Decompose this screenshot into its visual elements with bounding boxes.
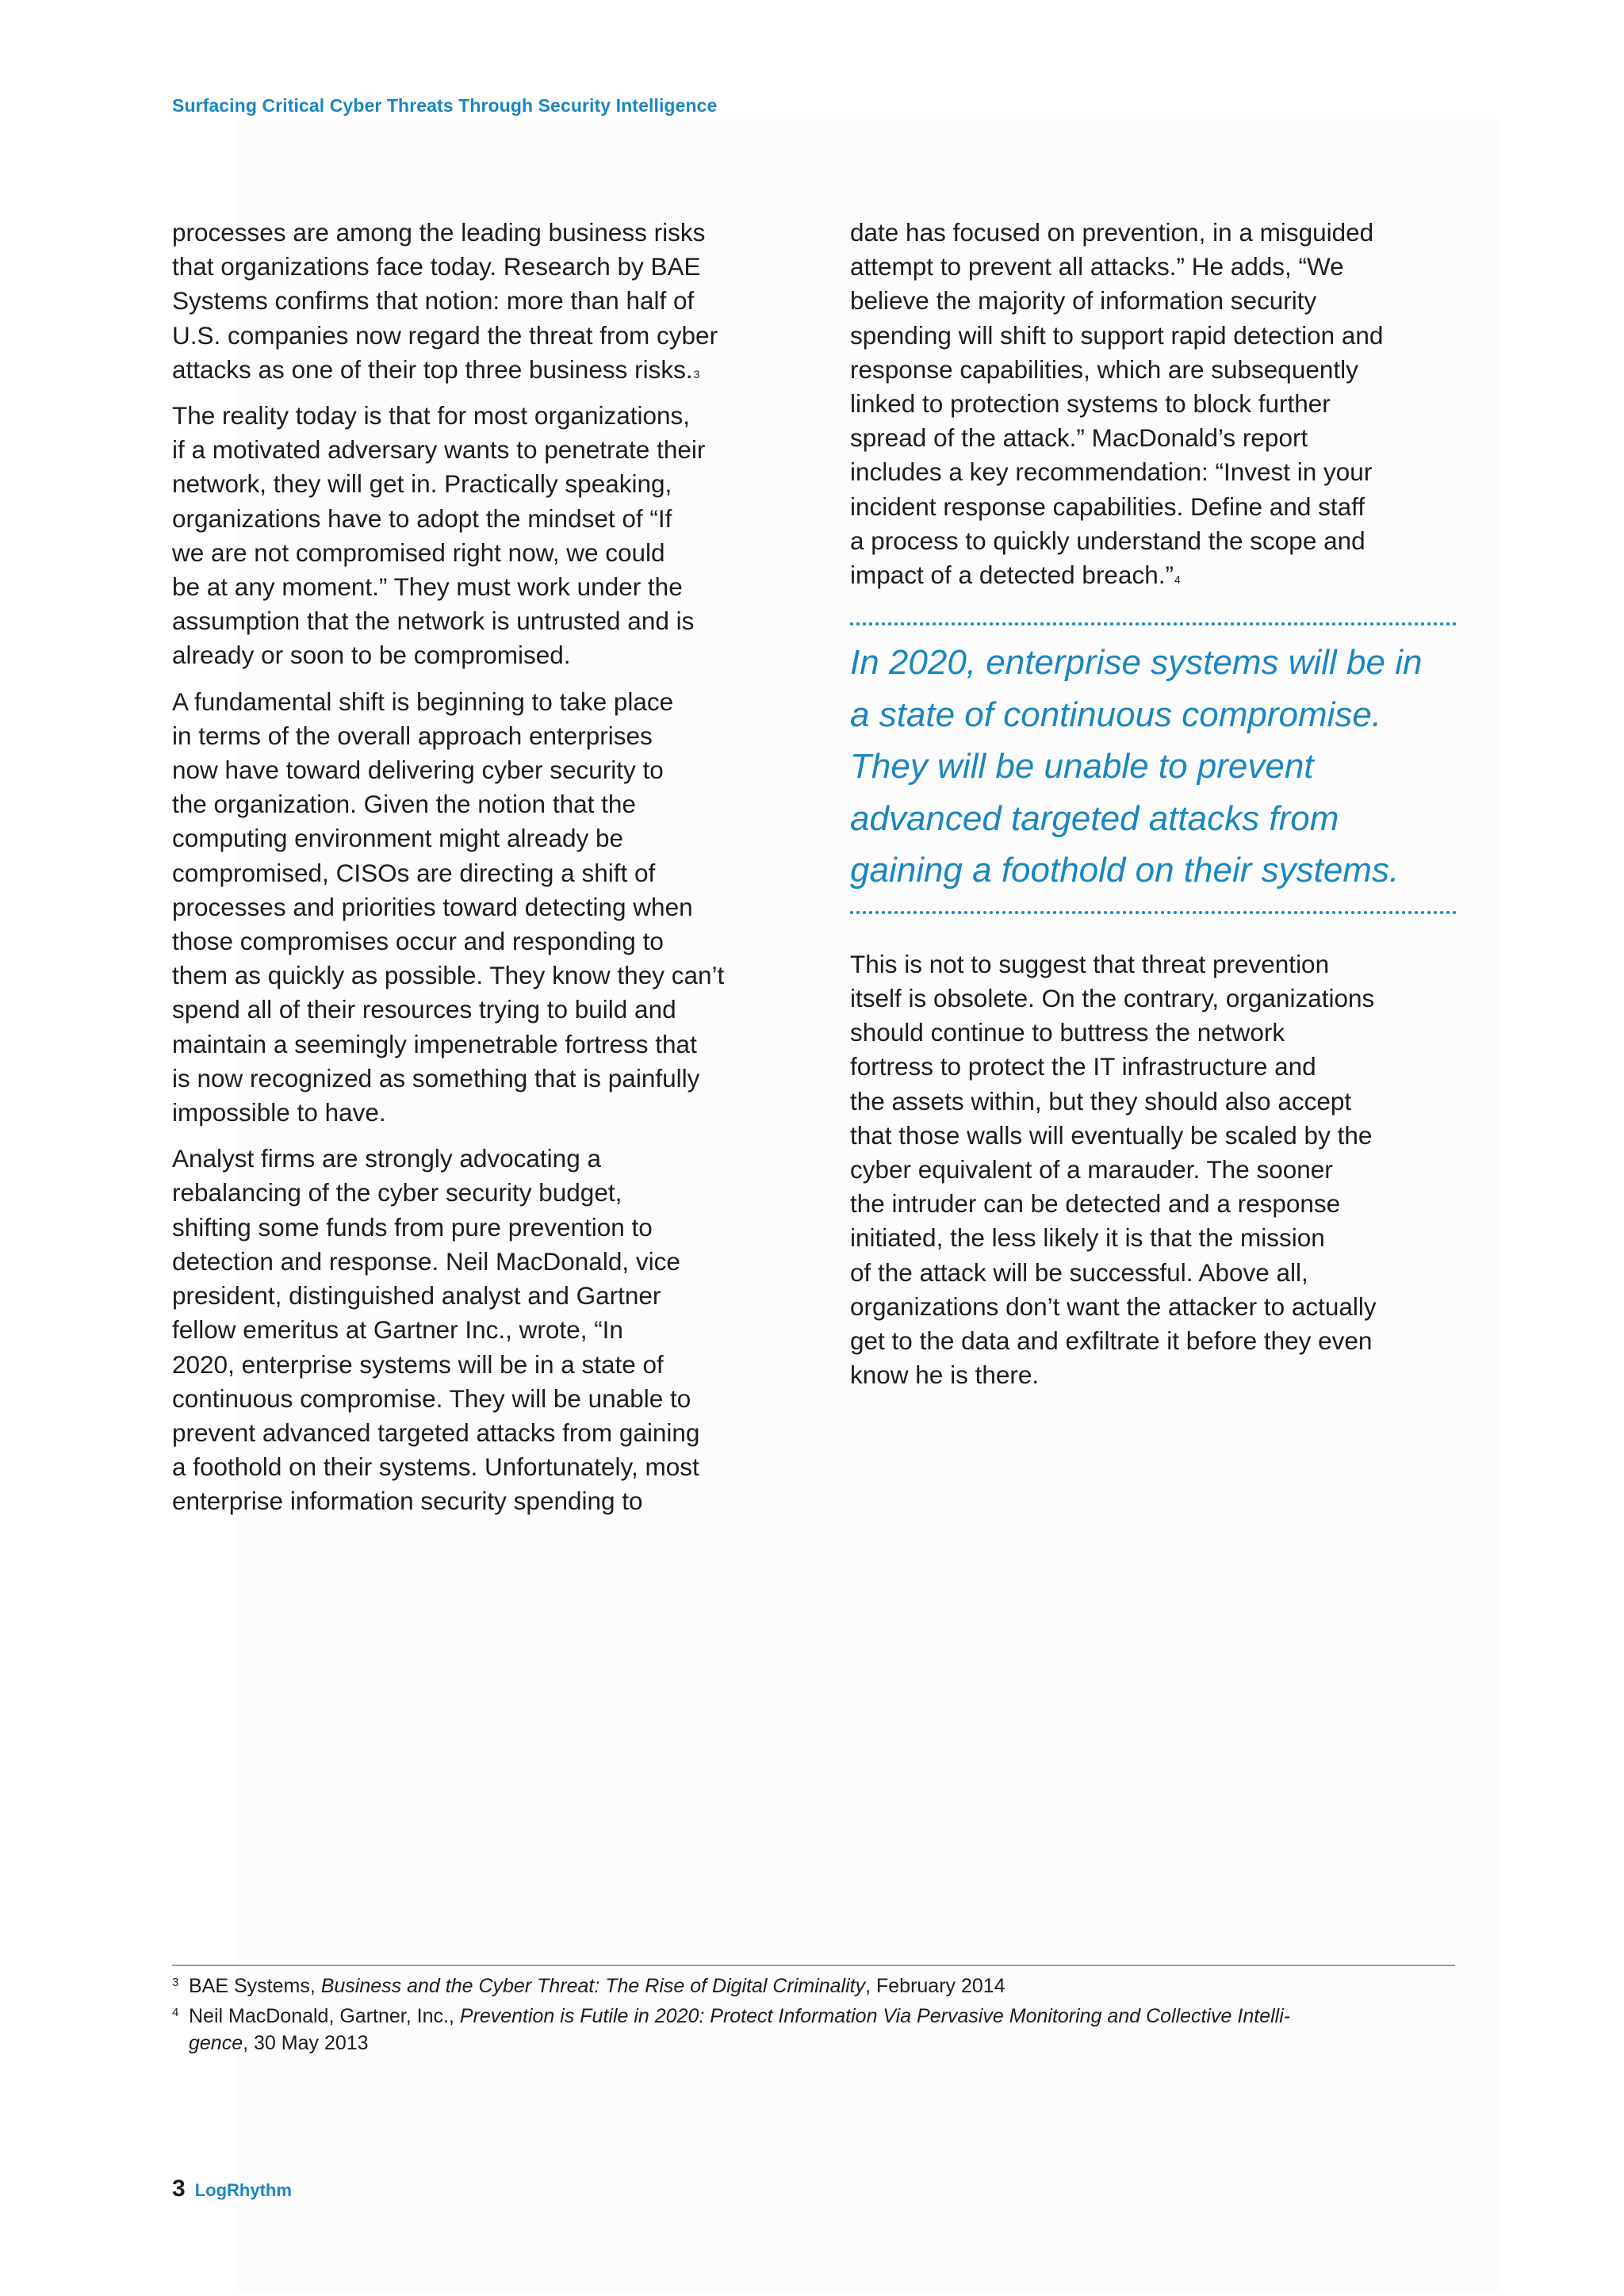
text-line: maintain a seemingly impenetrable fortress that	[172, 1029, 697, 1058]
footnote-line	[189, 1973, 1455, 1999]
text-line: is now recognized as something that is painfully	[172, 1063, 700, 1093]
footnote-number: 4	[172, 2006, 179, 2019]
text-line: prevent advanced targeted attacks from gaining	[172, 1418, 700, 1447]
text-line: The reality today is that for most organizations,	[172, 401, 691, 430]
text-line: the organization. Given the notion that the	[172, 790, 636, 819]
text-line: linked to protection systems to block further	[850, 389, 1331, 419]
text-line: the assets within, but they should also accept	[850, 1086, 1352, 1115]
text-line: organizations have to adopt the mindset of “If	[172, 503, 672, 533]
text-line: shifting some funds from pure prevention to	[172, 1212, 653, 1242]
paragraph-reality	[172, 399, 799, 673]
text-line: compromised, CISOs are directing a shift of	[172, 858, 656, 887]
text-line: processes and priorities toward detecting when	[172, 892, 693, 921]
text-line: get to the data and exfiltrate it before they even	[850, 1326, 1373, 1355]
text-line: assumption that the network is untrusted and is	[172, 607, 695, 636]
paragraph-analyst-firms	[172, 1142, 799, 1518]
text-line: fortress to protect the IT infrastructure and	[850, 1052, 1316, 1081]
footnote-ref-4[interactable]: 4	[1174, 573, 1181, 587]
footnotes	[172, 1973, 1455, 2060]
footnote-title: Prevention is Futile in 2020: Protect Information Via Pervasive Monitoring and Collective Intelli-	[459, 2005, 1291, 2027]
text-line: spend all of their resources trying to build and	[172, 995, 676, 1024]
text-line: now have toward delivering cyber security to	[172, 756, 664, 785]
text-line: that organizations face today. Research by BAE	[172, 252, 701, 281]
text-line: detection and response. Neil MacDonald, vice	[172, 1246, 680, 1276]
text-line: itself is obsolete. On the contrary, organizations	[850, 983, 1375, 1012]
text-line: those compromises occur and responding to	[172, 927, 664, 956]
text-line: we are not compromised right now, we could	[172, 538, 665, 567]
text-line: continuous compromise. They will be unable to	[172, 1383, 691, 1413]
text-line: spending will shift to support rapid detection and	[850, 320, 1384, 350]
text-line: cyber equivalent of a marauder. The sooner	[850, 1154, 1333, 1184]
text-line	[850, 558, 1469, 592]
text-line: fellow emeritus at Gartner Inc., wrote, “In	[172, 1315, 623, 1345]
text-line: spread of the attack.” MacDonald’s report	[850, 423, 1308, 453]
text-line: be at any moment.” They must work under the	[172, 572, 683, 602]
text-segment: attacks as one of their top three business risks.	[172, 354, 693, 384]
text-line: of the attack will be successful. Above all,	[850, 1257, 1308, 1287]
paragraph-fundamental-shift	[172, 685, 799, 1131]
paragraph-business-risks	[172, 216, 799, 387]
right-column	[850, 216, 1469, 1404]
text-line: already or soon to be compromised.	[172, 641, 571, 670]
text-line: that those walls will eventually be scaled by the	[850, 1120, 1373, 1150]
text-line: rebalancing of the cyber security budget,	[172, 1178, 622, 1207]
text-line: response capabilities, which are subsequently	[850, 354, 1358, 384]
text-line: if a motivated adversary wants to penetrate their	[172, 435, 706, 465]
text-line: a foothold on their systems. Unfortunately, most	[172, 1452, 699, 1482]
page-footer	[172, 2175, 292, 2202]
paragraph-prevention-spending	[850, 216, 1469, 592]
text-line	[172, 353, 799, 387]
footnote-ref-3[interactable]: 3	[693, 367, 700, 381]
text-line: includes a key recommendation: “Invest in your	[850, 457, 1373, 487]
text-line: president, distinguished analyst and Gartner	[172, 1281, 661, 1311]
pull-quote	[850, 622, 1457, 914]
text-line: network, they will get in. Practically speaking,	[172, 469, 672, 499]
text-line: date has focused on prevention, in a misguided	[850, 218, 1374, 247]
page-number: 3	[172, 2175, 186, 2202]
text-line: 2020, enterprise systems will be in a state of	[172, 1349, 664, 1379]
running-header: Surfacing Critical Cyber Threats Through Security Intelligence	[172, 95, 718, 116]
brand-name: LogRhythm	[194, 2180, 292, 2200]
footnote-number: 3	[172, 1976, 179, 1989]
footnote-title: Business and the Cyber Threat: The Rise of Digital Criminality	[320, 1975, 866, 1997]
footnote-3	[172, 1973, 1455, 1999]
text-line: should continue to buttress the network	[850, 1018, 1285, 1047]
quote-line: gaining a foothold on their systems.	[850, 851, 1400, 890]
left-column	[172, 216, 799, 1531]
footnote-4	[172, 2003, 1455, 2057]
text-line: believe the majority of information security	[850, 286, 1317, 316]
text-line: computing environment might already be	[172, 824, 624, 853]
footnote-prefix: Neil MacDonald, Gartner, Inc.,	[189, 2005, 460, 2027]
footnote-suffix: , 30 May 2013	[243, 2032, 369, 2054]
text-line: know he is there.	[850, 1360, 1040, 1390]
footnote-line	[189, 2003, 1455, 2030]
text-line: Analyst firms are strongly advocating a	[172, 1144, 601, 1173]
text-line: enterprise information security spending to	[172, 1487, 643, 1516]
footnote-suffix: , February 2014	[865, 1975, 1005, 1997]
text-line: U.S. companies now regard the threat from cyber	[172, 320, 718, 350]
text-line: attempt to prevent all attacks.” He adds, “We	[850, 252, 1344, 281]
text-line: impossible to have.	[172, 1098, 386, 1127]
text-line: them as quickly as possible. They know they can’t	[172, 961, 725, 990]
text-line: incident response capabilities. Define and staff	[850, 492, 1365, 521]
footnote-prefix: BAE Systems,	[189, 1975, 321, 1997]
paragraph-not-obsolete	[850, 947, 1469, 1393]
quote-line: a state of continuous compromise.	[850, 695, 1382, 734]
footnote-line	[189, 2030, 1455, 2057]
pull-quote-text	[850, 637, 1457, 897]
quote-line: advanced targeted attacks from	[850, 798, 1339, 838]
text-line: organizations don’t want the attacker to actually	[850, 1292, 1377, 1321]
footnote-title: gence	[189, 2032, 243, 2054]
text-line: in terms of the overall approach enterprises	[172, 721, 653, 750]
quote-line: They will be unable to prevent	[850, 747, 1314, 786]
text-line: Systems confirms that notion: more than half of	[172, 286, 695, 316]
text-line: processes are among the leading business risks	[172, 218, 706, 247]
text-segment: impact of a detected breach.”	[850, 561, 1174, 590]
text-line: A fundamental shift is beginning to take place	[172, 687, 674, 716]
text-line: initiated, the less likely it is that the mission	[850, 1223, 1325, 1253]
footnote-divider	[172, 1965, 1455, 1966]
text-line: This is not to suggest that threat prevention	[850, 949, 1330, 978]
quote-line: In 2020, enterprise systems will be in	[850, 643, 1423, 683]
text-line: the intruder can be detected and a response	[850, 1189, 1341, 1219]
text-line: a process to quickly understand the scope and	[850, 526, 1365, 555]
